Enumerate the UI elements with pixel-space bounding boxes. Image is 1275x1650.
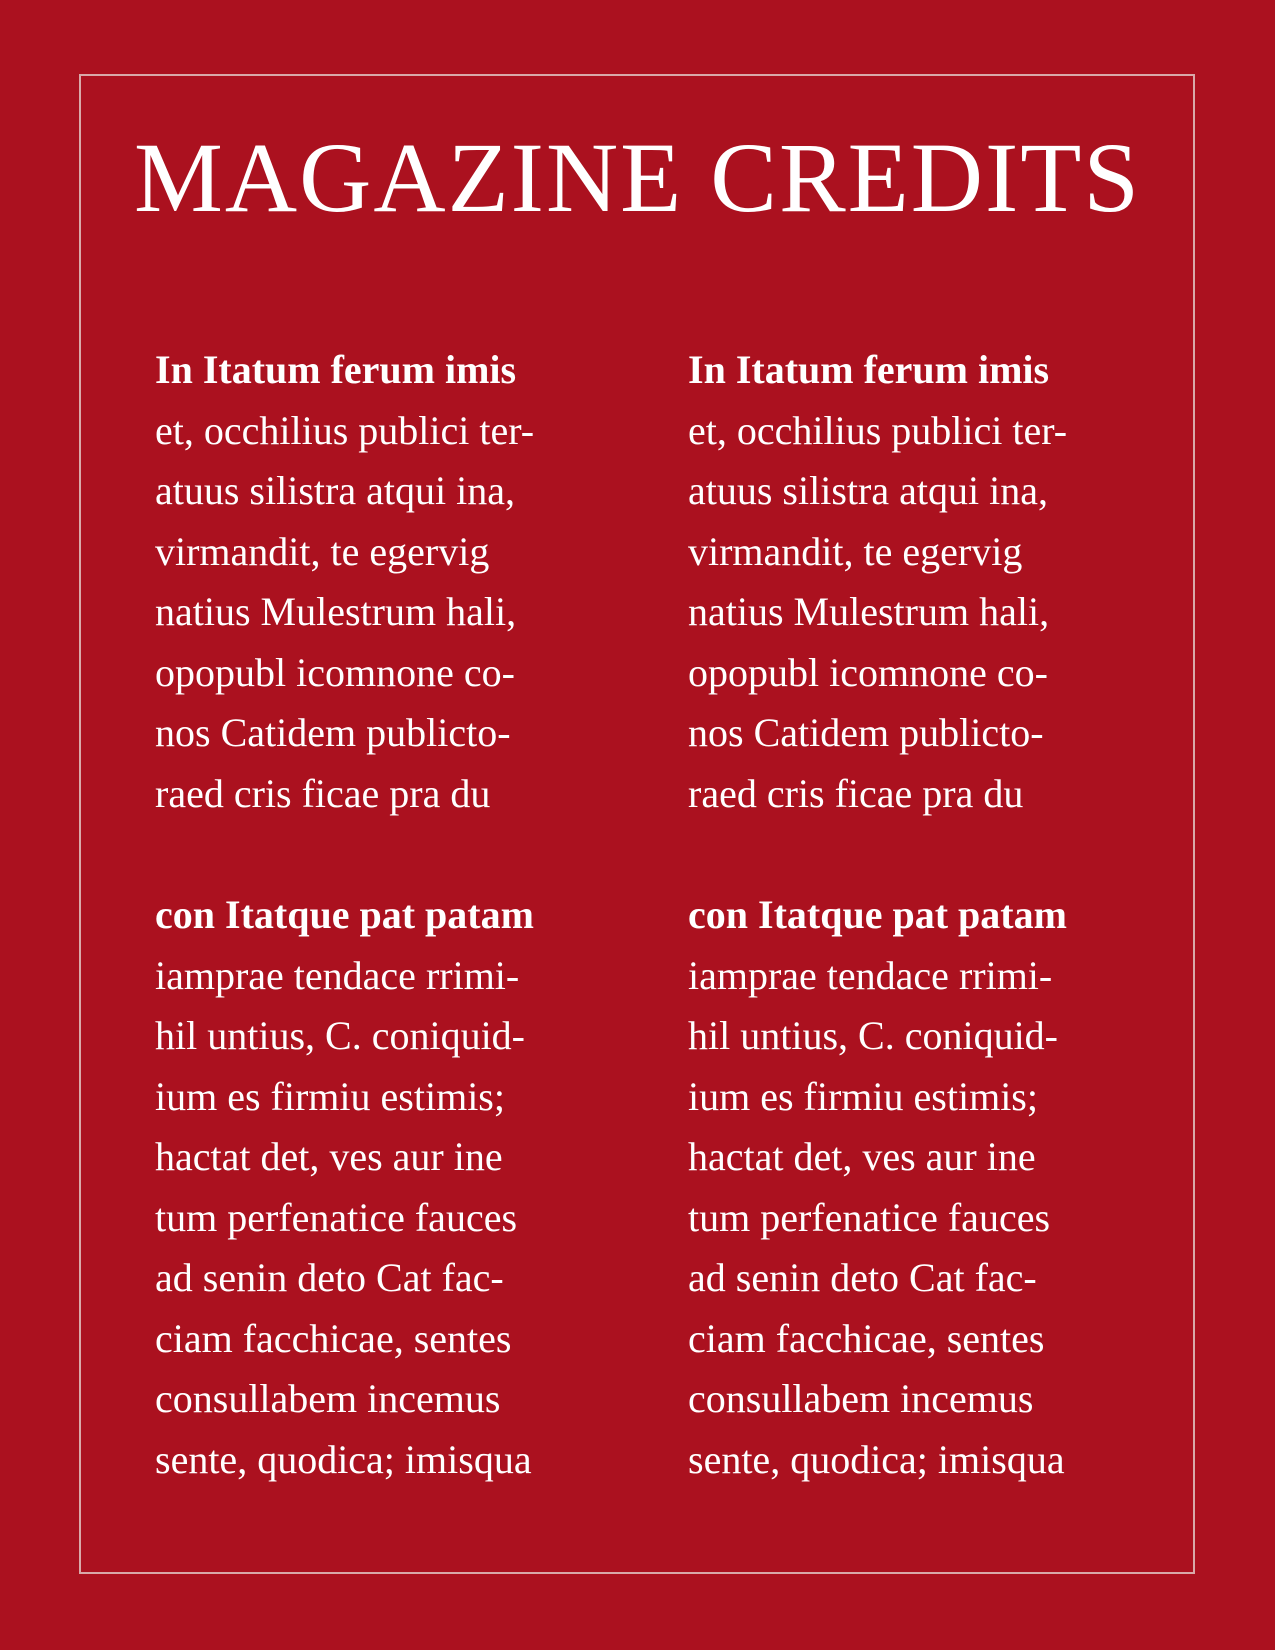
credit-line: atuus silistra atqui ina,	[688, 468, 1048, 513]
credit-line: sente, quodica; imisqua	[688, 1436, 1065, 1482]
credit-block-2	[155, 885, 595, 1490]
credit-line: hactat det, ves aur ine	[688, 1134, 1036, 1179]
credit-line: hactat det, ves aur ine	[155, 1134, 503, 1179]
credit-heading: con Itatque pat patam	[688, 892, 1067, 937]
credit-line: virmandit, te egervig	[155, 528, 490, 574]
credit-line: opopubl icomnone co-	[155, 649, 515, 695]
credit-line: iamprae tendace rrimi-	[155, 952, 520, 998]
credit-line: et, occhilius publici ter-	[155, 407, 535, 453]
credit-line: tum perfenatice fauces	[688, 1194, 1051, 1240]
credit-line: atuus silistra atqui ina,	[155, 468, 515, 513]
credit-line: tum perfenatice fauces	[155, 1194, 518, 1240]
credits-column-left	[155, 340, 595, 1551]
credit-block-3	[688, 340, 1128, 824]
credit-line: consullabem incemus	[688, 1376, 1034, 1421]
credit-line: consullabem incemus	[155, 1376, 501, 1421]
credit-heading: con Itatque pat patam	[155, 892, 534, 937]
credit-line: natius Mulestrum hali,	[688, 589, 1050, 634]
credit-line: ium es firmiu estimis;	[155, 1073, 505, 1119]
credit-line: ium es firmiu estimis;	[688, 1073, 1038, 1119]
credit-line: et, occhilius publici ter-	[688, 407, 1068, 453]
credits-column-right	[688, 340, 1128, 1551]
page-title: MAGAZINE CREDITS	[134, 122, 1141, 233]
credit-line: ad senin deto Cat fac-	[688, 1255, 1037, 1300]
credit-heading: In Itatum ferum imis	[155, 347, 517, 392]
credit-line: hil untius, C. coniquid-	[688, 1013, 1058, 1058]
credit-line: natius Mulestrum hali,	[155, 589, 517, 634]
credit-block-4	[688, 885, 1128, 1490]
credit-line: nos Catidem publicto-	[155, 710, 511, 755]
credit-line: ad senin deto Cat fac-	[155, 1255, 504, 1300]
credit-line: hil untius, C. coniquid-	[155, 1013, 525, 1058]
credit-line: virmandit, te egervig	[688, 528, 1023, 574]
credit-block-1	[155, 340, 595, 824]
credit-line: iamprae tendace rrimi-	[688, 952, 1053, 998]
credit-line: raed cris ficae pra du	[688, 770, 1024, 816]
credit-line: sente, quodica; imisqua	[155, 1436, 532, 1482]
credit-line: nos Catidem publicto-	[688, 710, 1044, 755]
credit-heading: In Itatum ferum imis	[688, 347, 1050, 392]
credit-line: ciam facchicae, sentes	[155, 1315, 512, 1361]
credit-line: ciam facchicae, sentes	[688, 1315, 1045, 1361]
credit-line: raed cris ficae pra du	[155, 770, 491, 816]
credit-line: opopubl icomnone co-	[688, 649, 1048, 695]
